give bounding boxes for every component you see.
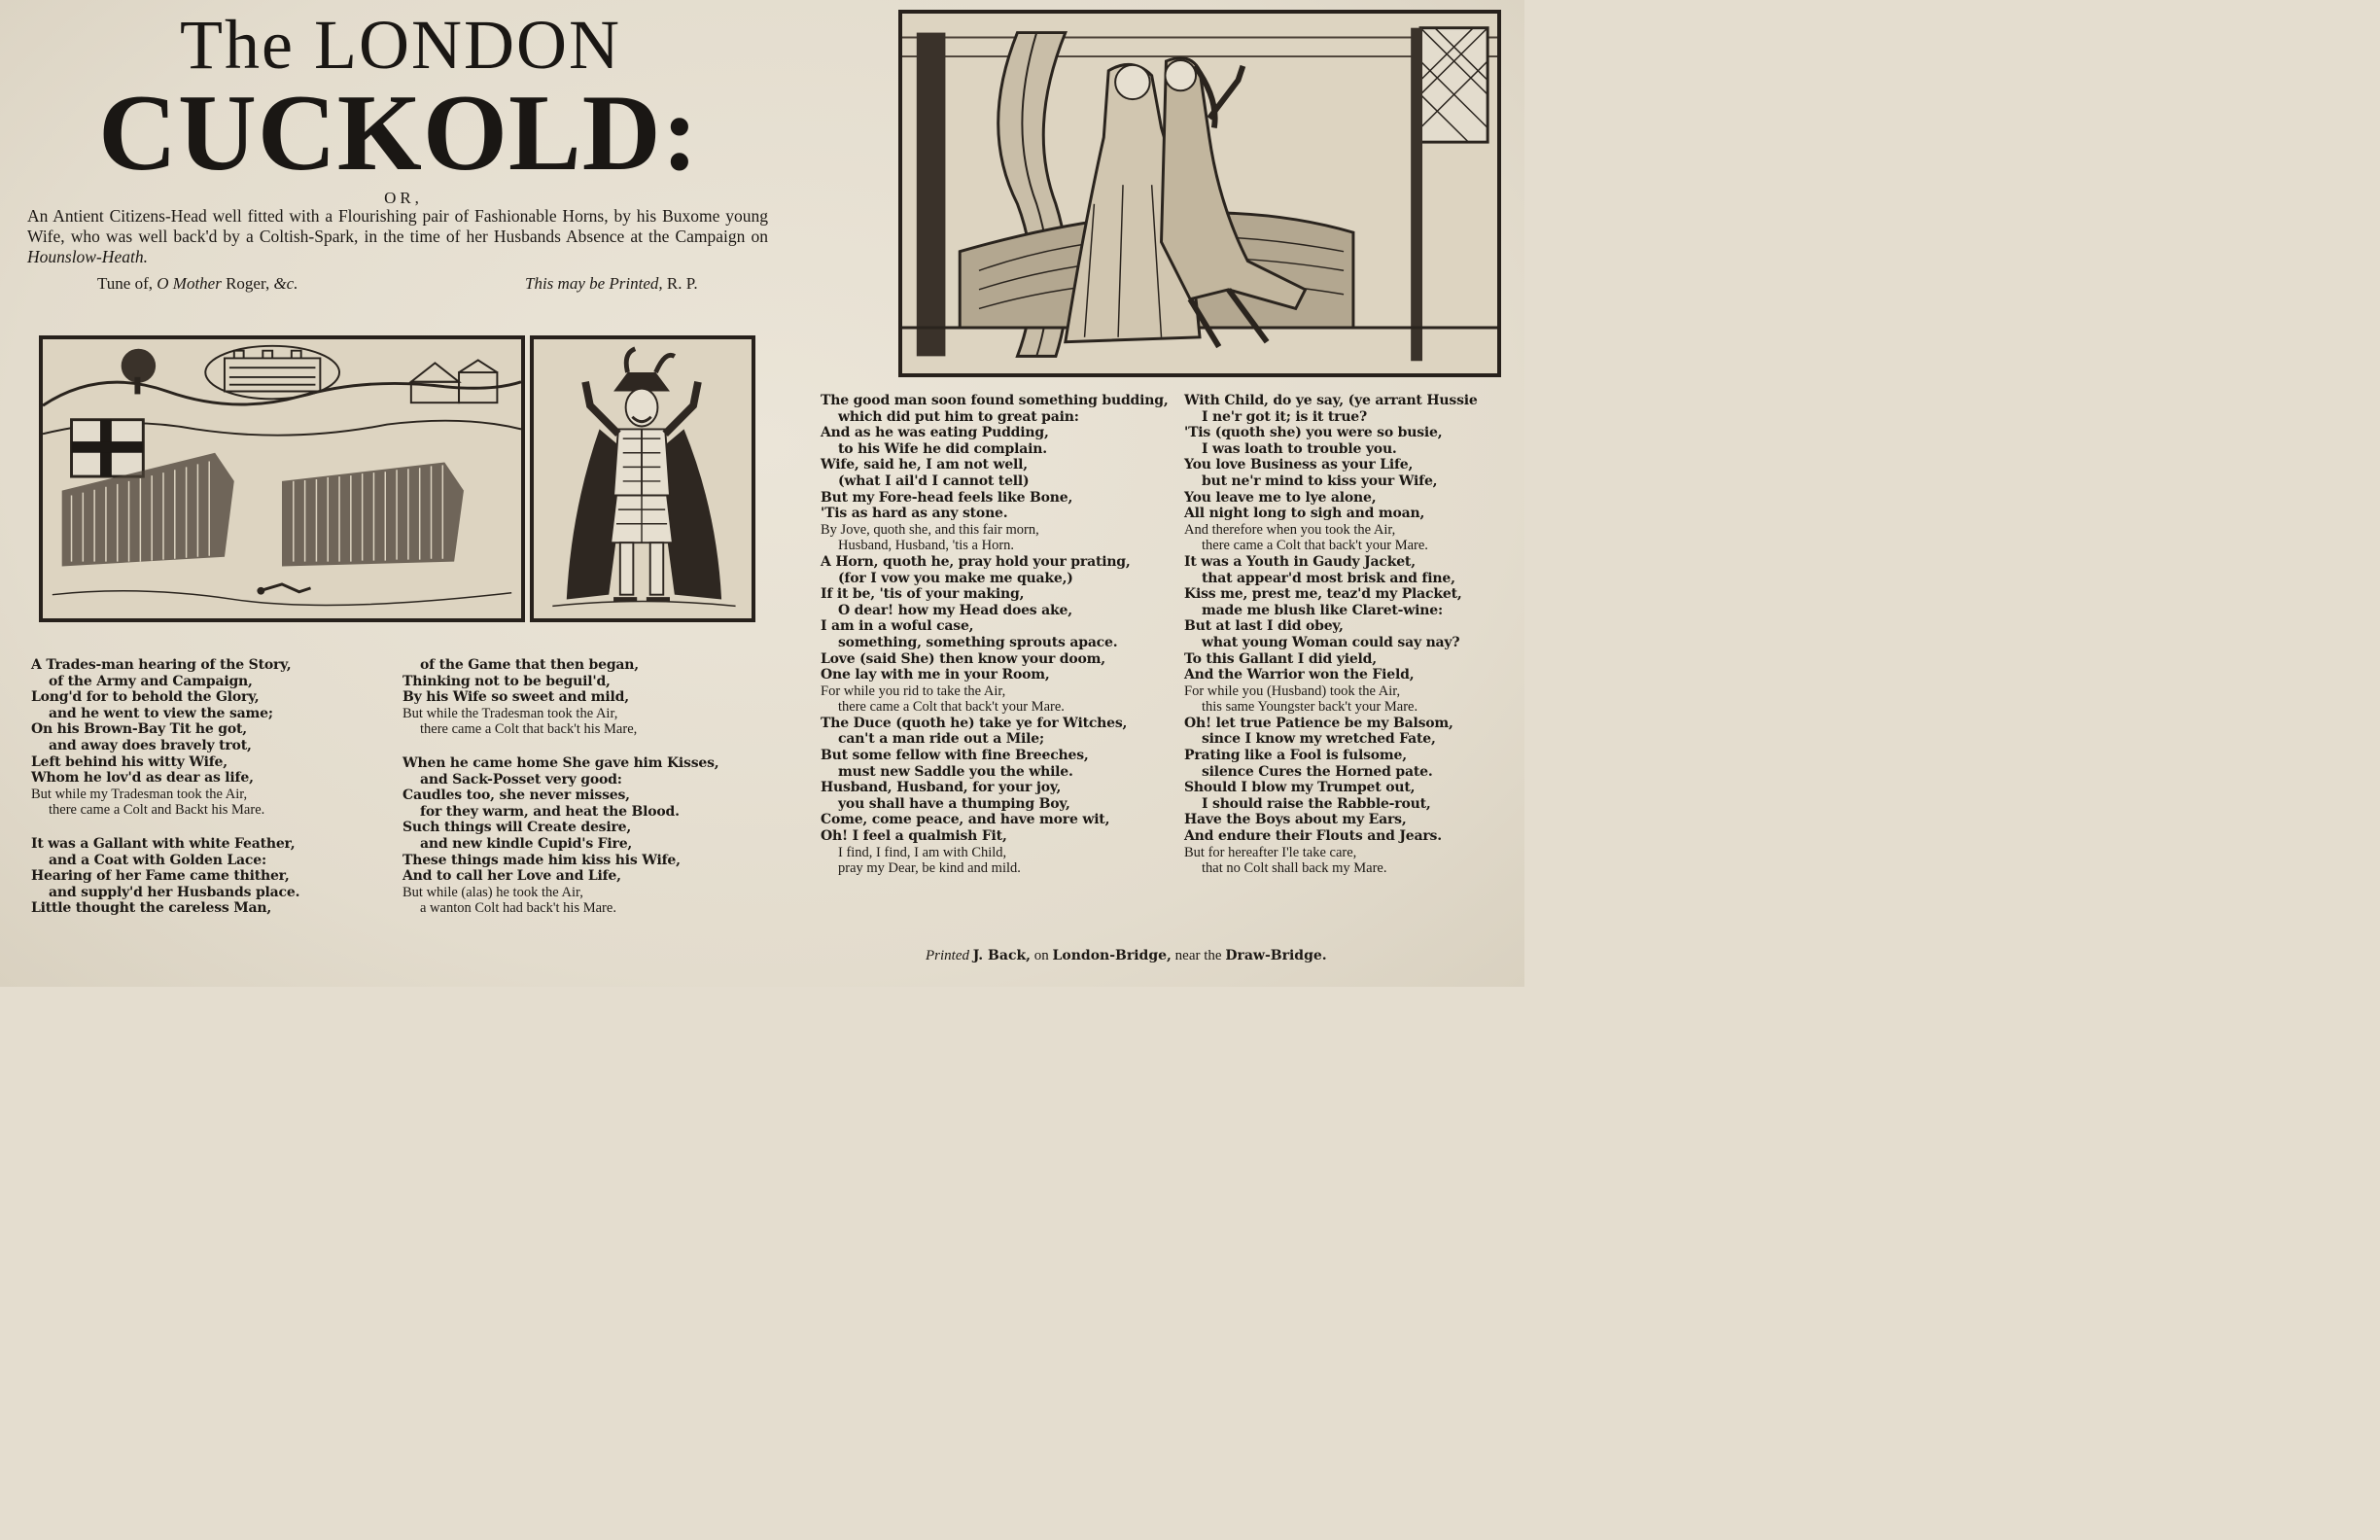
verse-line: But for hereafter I'le take care, [1184,844,1357,860]
verse-line: I ne'r got it; is it true? [1202,408,1368,425]
verse-line: Caudles too, she never misses, [402,788,630,804]
verse-line: And as he was eating Pudding, [821,425,1049,441]
verse-line: The good man soon found something budding, [821,393,1169,408]
verse-line: there came a Colt that back't your Mare. [1202,538,1428,554]
verse-line: there came a Colt and Backt his Mare. [49,802,265,819]
verse-line: I was loath to trouble you. [1202,440,1397,457]
verse-line: there came a Colt that back't your Mare. [838,699,1065,716]
verse-line: O dear! how my Head does ake, [838,602,1072,618]
verse-line: I should raise the Rabble-rout, [1202,795,1431,812]
verse-line: 'Tis as hard as any stone. [821,506,1008,522]
battle-scene-woodcut [39,335,525,622]
verse-line: You leave me to lye alone, [1184,489,1377,506]
verse-line: Husband, Husband, 'tis a Horn. [838,538,1015,554]
verse-line: And therefore when you took the Air, [1184,521,1396,538]
verse-line: To this Gallant I did yield, [1184,650,1377,667]
verse-line: can't a man ride out a Mile; [838,731,1044,748]
verse-line: something, something sprouts apace. [838,634,1118,650]
verse-line: But while my Tradesman took the Air, [31,786,248,802]
verse-line: 'Tis (quoth she) you were so busie, [1184,425,1443,441]
verse-line: But my Fore-head feels like Bone, [821,489,1073,506]
title-line-1: The LONDON [180,6,621,84]
imprint [926,948,1327,964]
title-line-2: CUCKOLD: [98,73,699,193]
verse-line: With Child, do ye say, (ye arrant Hussie [1184,393,1478,408]
subtitle-text: An Antient Citizens-Head well fitted with a Flourishing pair of Fashionable Horns, by his Buxome young Wife, who was well back'd by a Coltish-Spark, in the time of her Husbands Absence at the Campaign on [27,206,768,246]
verse-line: silence Cures the Horned pate. [1202,763,1433,780]
verse-line: And endure their Flouts and Jears. [1184,828,1442,845]
verse-line: pray my Dear, be kind and mild. [838,860,1021,877]
verse-line: Husband, Husband, for your joy, [821,780,1062,796]
verse-line: The Duce (quoth he) take ye for Witches, [821,715,1128,731]
license-italic: This may be Printed, [525,274,663,293]
embracing-couple-woodcut [898,10,1501,377]
subtitle-place: Hounslow-Heath. [27,247,148,266]
verse-line: Oh! I feel a qualmish Fit, [821,828,1007,845]
tune-prefix: Tune of, [97,274,153,293]
verse-line: Hearing of her Fame came thither, [31,868,290,885]
verse-column-3 [821,393,1169,877]
verse-line: since I know my wretched Fate, [1202,731,1436,748]
verse-line: Have the Boys about my Ears, [1184,812,1407,828]
verse-line: Love (said She) then know your doom, [821,650,1105,667]
imprint-prefix: Printed [926,948,969,963]
license-initials: R. P. [666,274,698,293]
verse-line: Come, come peace, and have more wit, [821,812,1110,828]
imprint-landmark: Draw-Bridge. [1225,948,1327,963]
verse-line: (what I ail'd I cannot tell) [838,472,1030,489]
verse-line: I am in a woful case, [821,618,974,635]
verse-column-2 [402,657,718,917]
verse-line: and a Coat with Golden Lace: [49,852,266,868]
stanza-gap [402,738,718,755]
tune-name-italic: O Mother [157,274,222,293]
verse-line: It was a Gallant with white Feather, [31,835,296,852]
verse-line: It was a Youth in Gaudy Jacket, [1184,553,1416,570]
verse-line: But some fellow with fine Breeches, [821,748,1089,764]
imprint-printer: J. Back, [972,948,1032,963]
stanza-gap [31,819,299,836]
verse-line: (for I vow you make me quake,) [838,570,1073,586]
tune-line [97,274,298,294]
verse-line: Left behind his witty Wife, [31,753,228,770]
verse-line: For while you (Husband) took the Air, [1184,682,1401,699]
verse-line: Little thought the careless Man, [31,900,272,917]
verse-line: of the Game that then began, [420,657,639,673]
verse-line: A Horn, quoth he, pray hold your prating, [821,553,1131,570]
verse-line: there came a Colt that back't his Mare, [420,721,638,738]
verse-line: On his Brown-Bay Tit he got, [31,721,247,738]
horned-gentleman-woodcut [530,335,755,622]
verse-line: One lay with me in your Room, [821,667,1050,683]
verse-line: But while the Tradesman took the Air, [402,705,618,721]
verse-line: And to call her Love and Life, [402,868,621,885]
imprint-place: London-Bridge, [1052,948,1172,963]
verse-column-1 [31,657,299,917]
verse-line: and away does bravely trot, [49,737,252,753]
verse-line: and new kindle Cupid's Fire, [420,835,633,852]
verse-line: and Sack-Posset very good: [420,771,622,788]
verse-line: which did put him to great pain: [838,408,1079,425]
verse-line: to his Wife he did complain. [838,440,1047,457]
verse-line: but ne'r mind to kiss your Wife, [1202,472,1438,489]
verse-line: But while (alas) he took the Air, [402,884,583,900]
license-line [525,274,698,294]
verse-line: Wife, said he, I am not well, [821,457,1028,473]
imprint-near: near the [1174,948,1222,963]
verse-line: must new Saddle you the while. [838,763,1073,780]
verse-line: You love Business as your Life, [1184,457,1414,473]
verse-line: By Jove, quoth she, and this fair morn, [821,521,1039,538]
verse-line: made me blush like Claret-wine: [1202,602,1443,618]
broadside-sheet [0,0,1524,987]
tune-suffix: &c. [273,274,298,293]
verse-line: Kiss me, prest me, teaz'd my Placket, [1184,586,1462,603]
verse-line: what young Woman could say nay? [1202,634,1460,650]
verse-line: A Trades-man hearing of the Story, [31,657,292,673]
verse-line: Long'd for to behold the Glory, [31,689,260,706]
verse-line: of the Army and Campaign, [49,673,253,689]
verse-line: a wanton Colt had back't his Mare. [420,900,616,917]
verse-line: you shall have a thumping Boy, [838,795,1070,812]
verse-line: I find, I find, I am with Child, [838,844,1007,860]
tune-name: Roger, [226,274,270,293]
verse-line: and supply'd her Husbands place. [49,884,300,900]
verse-line: Thinking not to be beguil'd, [402,673,611,689]
verse-line: By his Wife so sweet and mild, [402,689,629,706]
verse-line: Prating like a Fool is fulsome, [1184,748,1407,764]
verse-line: this same Youngster back't your Mare. [1202,699,1418,716]
verse-line: Should I blow my Trumpet out, [1184,780,1416,796]
verse-line: These things made him kiss his Wife, [402,852,681,868]
verse-line: And the Warrior won the Field, [1184,667,1415,683]
verse-line: But at last I did obey, [1184,618,1344,635]
verse-line: and he went to view the same; [49,705,273,721]
verse-line: for they warm, and heat the Blood. [420,803,680,820]
verse-line: For while you rid to take the Air, [821,682,1006,699]
verse-line: Whom he lov'd as dear as life, [31,770,254,787]
verse-line: If it be, 'tis of your making, [821,586,1025,603]
imprint-on: on [1033,948,1049,963]
verse-line: that appear'd most brisk and fine, [1202,570,1455,586]
subtitle [27,206,768,267]
verse-line: When he came home She gave him Kisses, [402,754,719,771]
verse-line: that no Colt shall back my Mare. [1202,860,1387,877]
verse-column-4 [1184,393,1478,877]
title-or: OR, [384,189,423,207]
verse-line: Such things will Create desire, [402,820,632,836]
verse-line: All night long to sigh and moan, [1184,506,1425,522]
verse-line: Oh! let true Patience be my Balsom, [1184,715,1453,731]
